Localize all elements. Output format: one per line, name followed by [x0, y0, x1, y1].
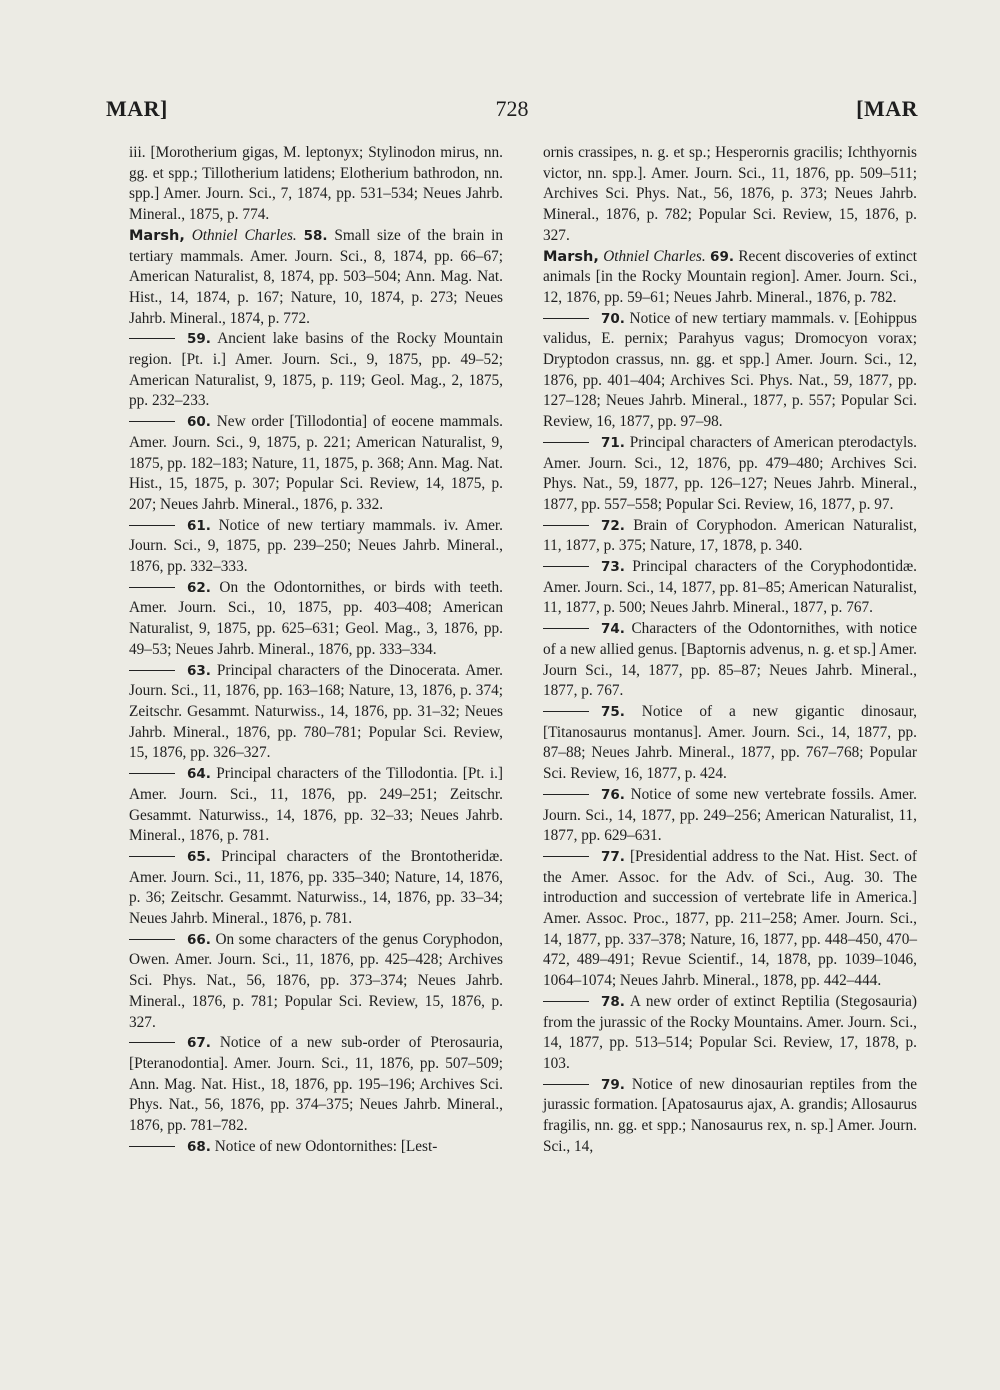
entry-text: On some characters of the genus Coryphodon, Owen. Amer. Journ. Sci., 11, 1876, pp. 425–428; Archives Sci. Phys. Nat., 56, 1876, pp. 373–374; Neues Jahrb. Mineral., 1876, p. 781; Popular Sci. Review, 15, 1876, p. 327. [129, 930, 504, 1031]
bibliography-entry [129, 329, 503, 412]
entry-number: 71. [601, 434, 625, 451]
entry-text: [Presidential address to the Nat. Hist. Sect. of the Amer. Assoc. for the Adv. of Sci., Aug. 30. The introduction and succession of vertebrate life in America.] Amer. Assoc. Proc., 1877, pp. 211–258; Amer. Journ. Sci., 14, 1877, pp. 337–378; Nature, 16, 1877, pp. 448–450, 470–472, 489–491; Revue Scientif., 14, 1878, pp. 1039–1046, 1064–1074; Neues Jahrb. Mineral., 1878, pp. 442–444. [543, 847, 918, 990]
ditto-dash [129, 856, 175, 857]
bibliography-entry [543, 309, 917, 433]
bibliography-entry [129, 1137, 503, 1158]
entry-text: Notice of new tertiary mammals. v. [Eohippus validus, E. pernix; Parahyus vagus; Dromocyon vorax; Dryptodon crassus, nn. gg. et spp.] Amer. Journ. Sci., 12, 1876, pp. 401–404; Archives Sci. Phys. Nat., 59, 1877, pp. 127–128; Neues Jahrb. Mineral., 1877, p. 557; Popular Sci. Review, 16, 1877, pp. 97–98. [543, 309, 917, 431]
ditto-dash [129, 939, 175, 940]
entry-number: 69. [710, 248, 734, 265]
entry-text: iii. [Morotherium gigas, M. leptonyx; Stylinodon mirus, nn. gg. et spp.; Tillotherium latidens; Elotherium bathrodon, nn. spp.] Amer. Journ. Sci., 7, 1874, pp. 531–534; Neues Jahrb. Mineral., 1875, p. 774. [129, 144, 503, 224]
page-header [106, 96, 918, 126]
entry-text: Notice of new Odontornithes: [Lest- [214, 1137, 438, 1155]
entry-number: 74. [601, 621, 625, 638]
entry-number: 73. [601, 559, 625, 576]
entry-text: A new order of extinct Reptilia (Stegosauria) from the jurassic of the Rocky Mountains. Amer. Journ. Sci., 14, 1877, pp. 513–514; Popular Sci. Review, 17, 1878, p. 103. [543, 992, 918, 1072]
bibliography-entry [543, 702, 917, 785]
bibliography-entry [543, 557, 917, 619]
entry-number: 72. [601, 517, 625, 534]
entry-number: 59. [187, 331, 211, 348]
bibliography-entry [543, 516, 917, 557]
bibliography-entry [129, 516, 503, 578]
ditto-dash [543, 442, 589, 443]
right-column [543, 143, 917, 1157]
bibliography-entry [129, 578, 503, 661]
ditto-dash [129, 587, 175, 588]
entry-number: 67. [187, 1035, 211, 1052]
entry-number: 60. [187, 414, 211, 431]
entry-text: Brain of Coryphodon. American Naturalist, 11, 1877, p. 375; Nature, 17, 1878, p. 340. [543, 516, 917, 555]
entry-text: Characters of the Odontornithes, with notice of a new allied genus. [Baptornis advenus, n. g. et sp.] Amer. Journ Sci., 14, 1877, pp. 85–87; Neues Jahrb. Mineral., 1877, p. 767. [543, 620, 918, 700]
entry-text: Recent discoveries of extinct animals [in the Rocky Mountain region]. Amer. Journ. Sci., 12, 1876, pp. 59–61; Neues Jahrb. Mineral., 1876, p. 782. [543, 247, 918, 306]
entry-text: Principal characters of the Coryphodontidæ. Amer. Journ. Sci., 14, 1877, pp. 81–85; American Naturalist, 11, 1877, p. 500; Neues Jahrb. Mineral., 1877, p. 767. [543, 558, 917, 617]
running-head-left: MAR] [106, 96, 168, 121]
ditto-dash [129, 773, 175, 774]
entry-author: Marsh, [543, 248, 599, 265]
ditto-dash [543, 566, 589, 567]
bibliography-entry [129, 930, 503, 1034]
entry-text: Ancient lake basins of the Rocky Mountain region. [Pt. i.] Amer. Journ. Sci., 9, 1875, pp. 49–52; American Naturalist, 9, 1875, p. 119; Geol. Mag., 2, 1875, pp. 232–233. [129, 330, 503, 410]
ditto-dash [543, 711, 589, 712]
entry-number: 77. [601, 848, 625, 865]
entry-text: Principal characters of the Brontotheridæ. Amer. Journ. Sci., 11, 1876, pp. 335–340; Nature, 14, 1876, p. 36; Zeitschr. Gesammt. Naturwiss., 14, 1876, pp. 33–34; Neues Jahrb. Mineral., 1876, p. 781. [129, 847, 503, 928]
entry-text: ornis crassipes, n. g. et sp.; Hesperornis gracilis; Ichthyornis victor, nn. spp.]. Amer. Journ. Sci., 11, 1876, pp. 509–511; Archives Sci. Phys. Nat., 56, 1876, p. 373; Neues Jahrb. Mineral., 1876, p. 782; Popular Sci. Review, 15, 1876, p. 327. [543, 144, 917, 244]
bibliography-entry [543, 992, 917, 1075]
bibliography-entry [543, 247, 917, 309]
entry-number: 61. [187, 517, 211, 534]
entry-number: 68. [187, 1138, 211, 1155]
ditto-dash [543, 1001, 589, 1002]
entry-author-first: Othniel Charles. [603, 247, 706, 265]
entry-author-first: Othniel Charles. [191, 226, 297, 244]
entry-text: On the Odontornithes, or birds with teeth. Amer. Journ. Sci., 10, 1875, pp. 403–408; American Naturalist, 9, 1875, pp. 625–631; Geol. Mag., 3, 1876, pp. 49–53; Neues Jahrb. Mineral., 1876, pp. 333–334. [129, 578, 503, 658]
entry-text: Notice of new tertiary mammals. iv. Amer. Journ. Sci., 9, 1875, pp. 239–250; Neues Jahrb. Mineral., 1876, pp. 332–333. [129, 516, 503, 576]
bibliography-entry [543, 433, 917, 516]
entry-text: Principal characters of American pterodactyls. Amer. Journ. Sci., 12, 1876, pp. 479–480; Archives Sci. Phys. Nat., 59, 1877, pp. 126–127; Neues Jahrb. Mineral., 1877, pp. 557–558; Popular Sci. Review, 16, 1877, p. 97. [543, 433, 917, 513]
bibliography-entry [129, 661, 503, 765]
bibliography-entry [543, 1075, 917, 1158]
entry-number: 70. [601, 310, 625, 327]
bibliography-entry [543, 619, 917, 702]
bibliography-entry [129, 412, 503, 516]
bibliography-entry [543, 143, 917, 247]
ditto-dash [543, 525, 589, 526]
entry-text: Small size of the brain in tertiary mammals. Amer. Journ. Sci., 8, 1874, pp. 66–67; American Naturalist, 8, 1874, pp. 503–504; Ann. Mag. Nat. Hist., 14, 1874, p. 167; Nature, 10, 1874, p. 273; Neues Jahrb. Mineral., 1874, p. 772. [129, 226, 503, 327]
entry-number: 58. [303, 227, 328, 244]
bibliography-entry [543, 847, 917, 992]
ditto-dash [129, 1146, 175, 1147]
ditto-dash [543, 794, 589, 795]
bibliography-entry [129, 764, 503, 847]
bibliography-entry [129, 1033, 503, 1137]
ditto-dash [543, 628, 589, 629]
bibliography-entry [543, 785, 917, 847]
bibliography-entry [129, 143, 503, 226]
ditto-dash [129, 421, 175, 422]
ditto-dash [129, 670, 175, 671]
entry-number: 78. [601, 993, 625, 1010]
entry-text: Notice of some new vertebrate fossils. Amer. Journ. Sci., 14, 1877, pp. 249–256; American Naturalist, 11, 1877, pp. 629–631. [543, 785, 917, 845]
entry-number: 63. [187, 662, 211, 679]
ditto-dash [543, 856, 589, 857]
running-head-right: [MAR [856, 96, 918, 121]
entry-number: 64. [187, 766, 211, 783]
entry-text: Principal characters of the Tillodontia. [Pt. i.] Amer. Journ. Sci., 11, 1876, pp. 249–251; Zeitschr. Gesammt. Naturwiss., 14, 1876, pp. 32–33; Neues Jahrb. Mineral., 1876, p. 781. [129, 765, 503, 845]
entry-text: Notice of new dinosaurian reptiles from the jurassic formation. [Apatosaurus ajax, A. grandis; Allosaurus fragilis, nn. gg. et spp.; Nanosaurus rex, n. sp.] Amer. Journ. Sci., 14, [543, 1075, 918, 1155]
entry-text: Notice of a new sub-order of Pterosauria, [Pteranodontia]. Amer. Journ. Sci., 11, 1876, pp. 507–509; Ann. Mag. Nat. Hist., 18, 1876, pp. 195–196; Archives Sci. Phys. Nat., 56, 1876, pp. 374–375; Neues Jahrb. Mineral., 1876, pp. 781–782. [129, 1034, 503, 1135]
entry-number: 62. [187, 579, 211, 596]
ditto-dash [129, 338, 175, 339]
entry-number: 76. [601, 786, 625, 803]
left-column [129, 143, 503, 1157]
entry-number: 65. [187, 848, 211, 865]
ditto-dash [543, 1084, 589, 1085]
entry-number: 75. [601, 703, 625, 720]
page-number: 728 [495, 96, 529, 121]
entry-text: Principal characters of the Dinocerata. Amer. Journ. Sci., 11, 1876, pp. 163–168; Nature, 13, 1876, p. 374; Zeitschr. Gesammt. Naturwiss., 14, 1876, pp. 31–32; Neues Jahrb. Mineral., 1876, pp. 780–781; Popular Sci. Review, 15, 1876, pp. 326–327. [129, 661, 504, 762]
ditto-dash [129, 525, 175, 526]
bibliography-entry [129, 847, 503, 930]
ditto-dash [129, 1042, 175, 1043]
entry-number: 66. [187, 931, 211, 948]
bibliography-entry [129, 226, 503, 330]
entry-text: Notice of a new gigantic dinosaur, [Titanosaurus montanus]. Amer. Journ. Sci., 14, 1877, pp. 87–88; Neues Jahrb. Mineral., 1877, pp. 767–768; Popular Sci. Review, 16, 1877, p. 424. [543, 702, 918, 783]
ditto-dash [543, 318, 589, 319]
entry-text: New order [Tillodontia] of eocene mammals. Amer. Journ. Sci., 9, 1875, p. 221; American Naturalist, 9, 1875, pp. 182–183; Nature, 11, 1875, p. 368; Ann. Mag. Nat. Hist., 15, 1875, p. 307; Popular Sci. Review, 14, 1875, p. 207; Neues Jahrb. Mineral., 1876, p. 332. [129, 413, 504, 513]
entry-author: Marsh, [129, 227, 185, 244]
entry-number: 79. [601, 1076, 625, 1093]
